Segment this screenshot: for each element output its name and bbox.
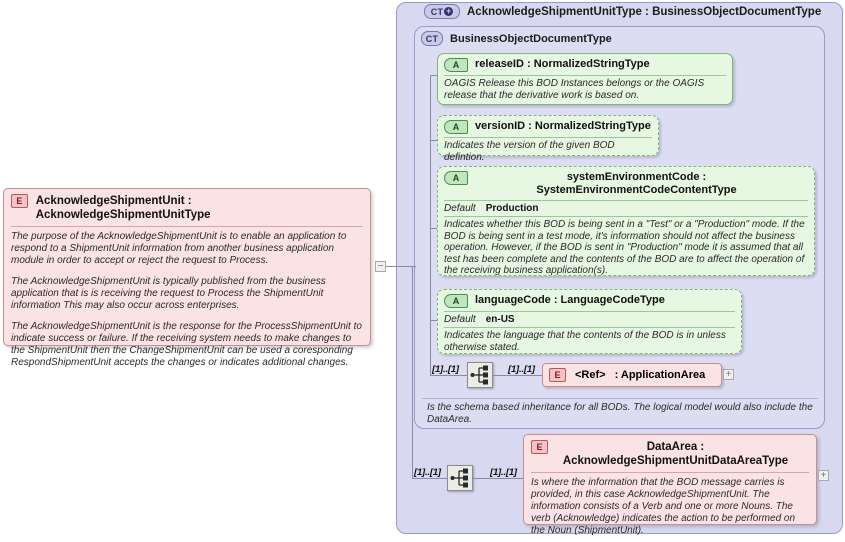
complex-type-title-row xyxy=(424,4,821,19)
cardinality-left: [1]..[1] xyxy=(432,364,459,375)
root-element-documentation xyxy=(4,227,370,374)
attribute-box-systemenvironmentcode[interactable] xyxy=(437,166,815,276)
default-label: Default xyxy=(444,314,476,325)
attribute-icon-label: A xyxy=(452,59,460,70)
root-element-title: AcknowledgeShipmentUnit : AcknowledgeShipmentUnitType xyxy=(35,195,211,221)
ref-label: <Ref> xyxy=(575,369,606,381)
base-type-icon-label: CT xyxy=(425,33,439,44)
attribute-documentation: Indicates the language that the contents of the BOD is in unless otherwise stated. xyxy=(444,330,726,353)
connector-line xyxy=(412,478,448,479)
attribute-header xyxy=(438,54,732,75)
element-box-dataarea[interactable] xyxy=(523,434,817,536)
connector-line xyxy=(430,375,468,376)
expand-toggle-applicationarea[interactable]: + xyxy=(723,369,734,380)
attribute-icon xyxy=(444,120,468,134)
cardinality-right: [1]..[1] xyxy=(508,364,535,375)
element-ref-applicationarea[interactable] xyxy=(542,363,722,387)
attribute-default-row xyxy=(438,312,741,327)
element-documentation: Is where the information that the BOD message carries is provided, in this case AcknowledgeShipmentUnit. The information consists of a Verb and one or more Nouns. The verb (Acknowledge) indicates the action to be performed on the Noun (ShipmentUnit). xyxy=(531,477,796,536)
default-label: Default xyxy=(444,203,476,214)
complextype-expand-icon[interactable] xyxy=(424,4,460,19)
element-header xyxy=(524,435,816,472)
base-type-documentation: Is the schema based inheritance for all BODs. The logical model would also include the DataArea. xyxy=(427,402,813,425)
element-icon xyxy=(11,194,28,208)
attribute-icon xyxy=(444,58,468,72)
sequence-compositor-icon[interactable] xyxy=(447,465,473,491)
complextype-icon-label: CT xyxy=(430,6,444,17)
attribute-icon xyxy=(444,294,468,308)
sequence-compositor-icon[interactable] xyxy=(467,362,493,388)
attribute-box-versionid[interactable] xyxy=(437,115,659,163)
attribute-name: releaseID : NormalizedStringType xyxy=(475,58,650,70)
attribute-header xyxy=(438,290,741,311)
attribute-documentation: OAGIS Release this BOD Instances belongs or the OAGIS release that the derivative work is based on. xyxy=(444,78,705,101)
doc-paragraph: The purpose of the AcknowledgeShipmentUnit is to enable an application to respond to a ShipmentUnit information from another business application module in order to accept or reject the request to Process. xyxy=(11,231,347,266)
cardinality-left: [1]..[1] xyxy=(414,467,441,478)
attribute-icon-label: A xyxy=(452,121,460,132)
connector-line xyxy=(493,375,543,376)
element-title: DataArea : AcknowledgeShipmentUnitDataAreaType xyxy=(562,441,789,467)
attribute-icon xyxy=(444,171,468,185)
connector-line xyxy=(473,478,525,479)
cardinality-right: [1]..[1] xyxy=(490,467,517,478)
ref-name: : ApplicationArea xyxy=(614,369,706,381)
complextype-icon xyxy=(421,31,443,46)
collapse-toggle[interactable]: − xyxy=(375,261,386,272)
attribute-default-row xyxy=(438,201,814,216)
element-icon xyxy=(549,368,566,382)
attribute-name: versionID : NormalizedStringType xyxy=(475,120,651,132)
complex-type-title: AcknowledgeShipmentUnitType : BusinessObjectDocumentType xyxy=(467,5,822,18)
expand-toggle-dataarea[interactable]: + xyxy=(818,470,829,481)
attribute-name: languageCode : LanguageCodeType xyxy=(475,294,665,306)
attribute-header xyxy=(438,116,658,137)
attribute-box-releaseid[interactable] xyxy=(437,53,733,105)
element-icon xyxy=(531,440,548,454)
connector-line xyxy=(412,266,413,478)
doc-paragraph: The AcknowledgeShipmentUnit is typically published from the business application that is is receiving the request to Process the ShipmentUnit information This may also occur across enterprises. xyxy=(11,276,326,311)
element-icon-label: E xyxy=(16,196,23,206)
sequence-glyph xyxy=(468,363,492,387)
attribute-documentation: Indicates whether this BOD is being sent in a "Test" or a "Production" mode. If the BOD is being sent in a test mode, it's information should not affect the business operation. However, if the BOD is sent in "Production" mode it is assumed that all test has been complete and the contents of the BOD are to affect the operation of the receiving business application(s). xyxy=(444,219,805,276)
attribute-header xyxy=(438,167,814,200)
attribute-icon-label: A xyxy=(452,172,460,183)
sequence-glyph xyxy=(448,466,472,490)
base-type-title: BusinessObjectDocumentType xyxy=(450,32,612,45)
attribute-rail xyxy=(430,75,431,375)
attribute-name: systemEnvironmentCode : SystemEnvironmentCodeContentType xyxy=(536,171,737,196)
plus-icon: + xyxy=(445,6,452,16)
element-icon-label: E xyxy=(536,442,543,452)
default-value: en-US xyxy=(485,314,515,325)
attribute-icon-label: A xyxy=(452,295,460,306)
root-element-box[interactable] xyxy=(3,188,371,368)
default-value: Production xyxy=(485,203,539,214)
root-element-header xyxy=(4,189,370,226)
attribute-box-languagecode[interactable] xyxy=(437,289,742,354)
doc-paragraph: The AcknowledgeShipmentUnit is the response for the ProcessShipmentUnit to indicate success or failure. If the receiving system needs to make changes to the ShipmentUnit then the ChangeShipmentUnit can be used a coresponding RespondShipmentUnit accepts the changes or indicates additional changes. xyxy=(11,321,362,368)
element-icon-label: E xyxy=(554,370,561,380)
base-type-title-row xyxy=(421,31,612,46)
attribute-documentation: Indicates the version of the given BOD defintion. xyxy=(444,140,615,163)
